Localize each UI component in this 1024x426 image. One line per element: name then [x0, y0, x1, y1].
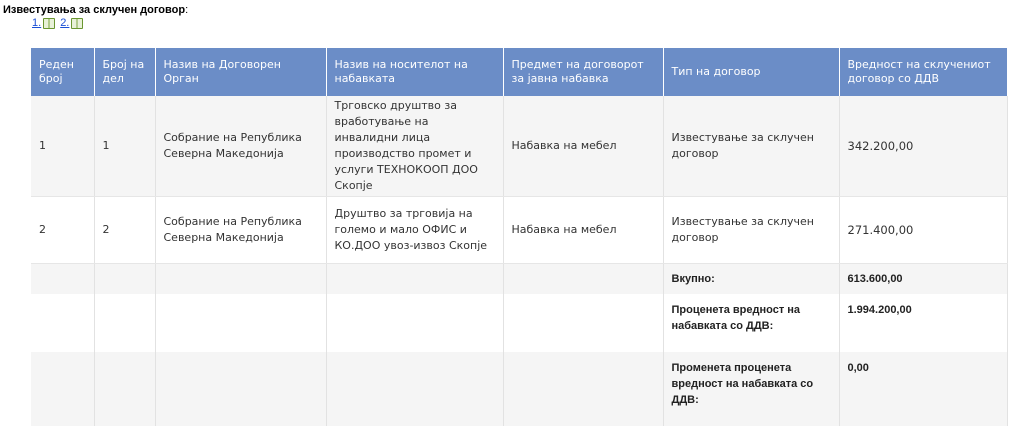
- document-link-1-label: 1.: [32, 17, 42, 29]
- summary-label: Вкупно:: [663, 264, 839, 295]
- empty-cell: [94, 352, 155, 426]
- summary-value: 0,00: [839, 352, 1007, 426]
- document-link-2-label: 2.: [60, 17, 70, 29]
- cell-part: 2: [94, 197, 155, 264]
- empty-cell: [31, 352, 94, 426]
- cell-authority: Собрание на Република Северна Македонија: [155, 96, 326, 197]
- cell-no: 2: [31, 197, 94, 264]
- document-link-2[interactable]: [60, 17, 86, 29]
- contracts-table: [31, 48, 1008, 426]
- empty-cell: [503, 294, 663, 352]
- cell-no: 1: [31, 96, 94, 197]
- page-heading: [3, 4, 188, 16]
- summary-row-changed: [31, 352, 1007, 426]
- empty-cell: [94, 294, 155, 352]
- col-header-subject: Предмет на договорот за јавна набавка: [503, 48, 663, 96]
- cell-authority: Собрание на Република Северна Македонија: [155, 197, 326, 264]
- summary-label: Проценета вредност на набавката со ДДВ:: [663, 294, 839, 352]
- empty-cell: [31, 264, 94, 295]
- empty-cell: [31, 294, 94, 352]
- heading-colon: :: [185, 4, 189, 16]
- col-header-value: Вредност на склучениот договор со ДДВ: [839, 48, 1007, 96]
- summary-row-estimated: [31, 294, 1007, 352]
- heading-title: Известувања за склучен договор: [3, 4, 186, 16]
- cell-subject: Набавка на мебел: [503, 197, 663, 264]
- document-links: [32, 17, 88, 29]
- summary-row-total: [31, 264, 1007, 295]
- summary-value: 613.600,00: [839, 264, 1007, 295]
- cell-part: 1: [94, 96, 155, 197]
- empty-cell: [503, 352, 663, 426]
- document-link-1[interactable]: [32, 17, 58, 29]
- table-row: [31, 197, 1007, 264]
- cell-type: Известување за склучен договор: [663, 197, 839, 264]
- col-header-type: Тип на договор: [663, 48, 839, 96]
- cell-holder: Трговско друштво за вработување на инвалидни лица производство промет и услуги ТЕХНОКООП ДОО Скопје: [326, 96, 503, 197]
- table-header-row: [31, 48, 1007, 96]
- summary-label: Променета проценета вредност на набавката со ДДВ:: [663, 352, 839, 426]
- col-header-authority: Назив на Договорен Орган: [155, 48, 326, 96]
- col-header-part: Број на дел: [94, 48, 155, 96]
- cell-subject: Набавка на мебел: [503, 96, 663, 197]
- cell-value: 271.400,00: [839, 197, 1007, 264]
- empty-cell: [326, 264, 503, 295]
- col-header-holder: Назив на носителот на набавката: [326, 48, 503, 96]
- empty-cell: [155, 294, 326, 352]
- cell-type: Известување за склучен договор: [663, 96, 839, 197]
- document-icon[interactable]: [71, 18, 83, 29]
- empty-cell: [155, 264, 326, 295]
- document-icon[interactable]: [43, 18, 55, 29]
- empty-cell: [94, 264, 155, 295]
- col-header-no: Реден број: [31, 48, 94, 96]
- empty-cell: [326, 294, 503, 352]
- cell-holder: Друштво за трговија на големо и мало ОФИС и КО.ДОО увоз-извоз Скопје: [326, 197, 503, 264]
- cell-value: 342.200,00: [839, 96, 1007, 197]
- table-row: [31, 96, 1007, 197]
- empty-cell: [155, 352, 326, 426]
- summary-value: 1.994.200,00: [839, 294, 1007, 352]
- empty-cell: [326, 352, 503, 426]
- empty-cell: [503, 264, 663, 295]
